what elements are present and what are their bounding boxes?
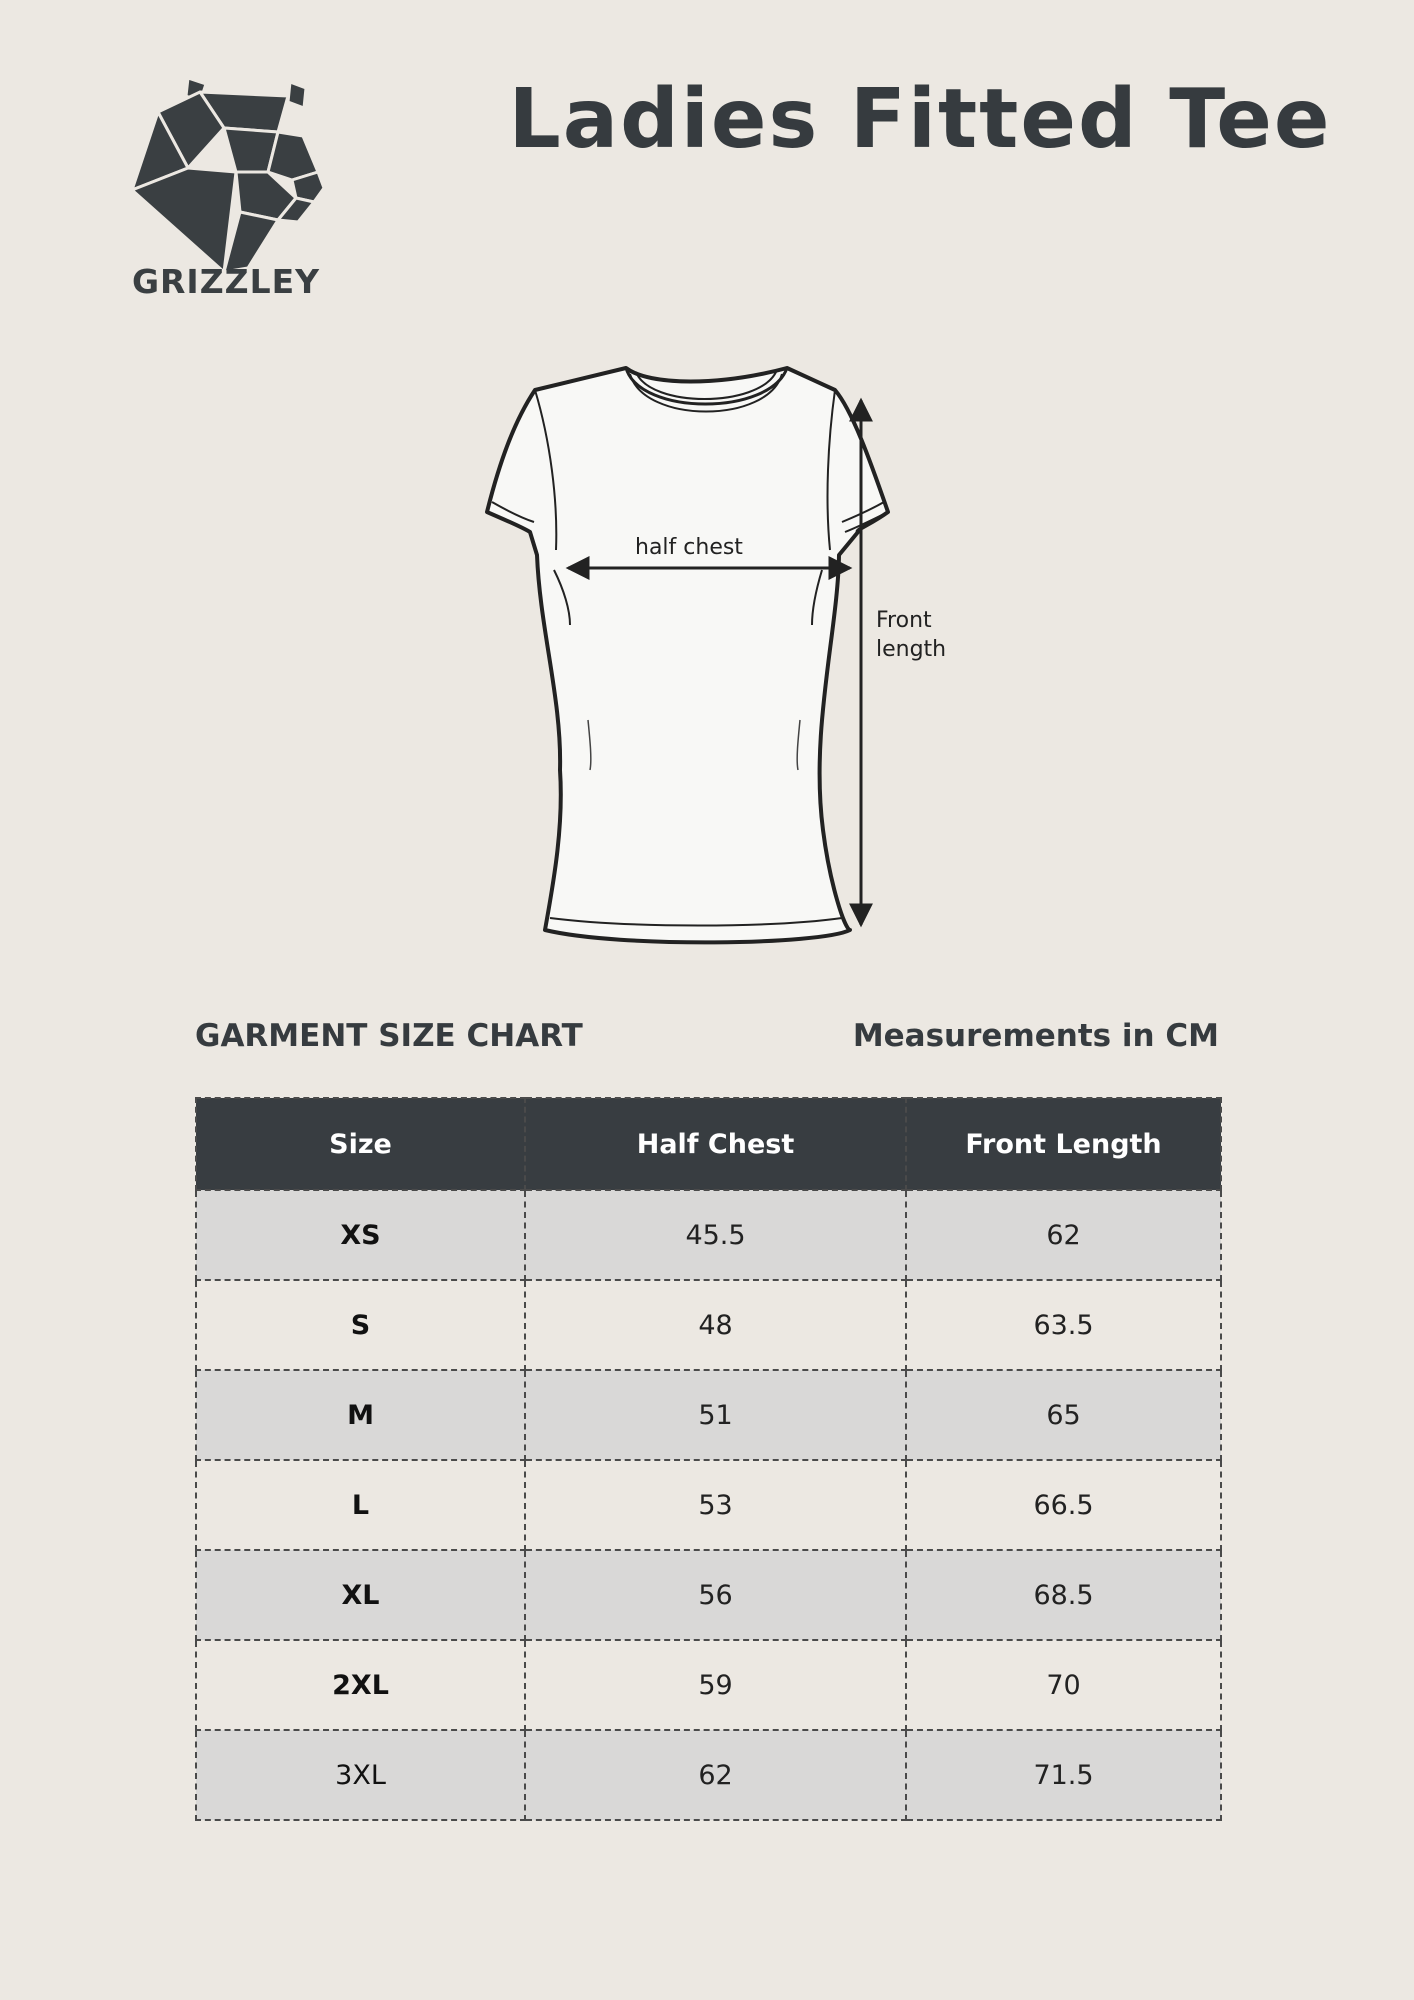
size-cell: XL [196,1550,525,1640]
front-length-cell: 68.5 [906,1550,1221,1640]
front-length-cell: 71.5 [906,1730,1221,1820]
table-row [196,1460,1221,1550]
half-chest-cell: 56 [525,1550,906,1640]
table-row [196,1280,1221,1370]
half-chest-cell: 48 [525,1280,906,1370]
half-chest-cell: 62 [525,1730,906,1820]
size-cell: M [196,1370,525,1460]
half-chest-label: half chest [635,535,743,560]
size-cell: 2XL [196,1640,525,1730]
half-chest-cell: 59 [525,1640,906,1730]
column-header-front-length: Front Length [906,1098,1221,1190]
size-cell: XS [196,1190,525,1280]
brand-name: GRIZZLEY [131,262,321,301]
front-length-label-line2: length [876,637,947,662]
size-cell: S [196,1280,525,1370]
geometric-bear-head-icon [128,72,328,272]
table-row [196,1730,1221,1820]
size-cell: L [196,1460,525,1550]
front-length-cell: 62 [906,1190,1221,1280]
front-length-cell: 65 [906,1370,1221,1460]
chart-heading: GARMENT SIZE CHART [195,1018,583,1054]
front-length-cell: 63.5 [906,1280,1221,1370]
table-row [196,1550,1221,1640]
measurement-units: Measurements in CM [852,1018,1219,1054]
column-header-half-chest: Half Chest [525,1098,906,1190]
front-length-label-line1: Front [876,608,932,633]
tshirt-diagram [440,350,980,960]
front-length-cell: 70 [906,1640,1221,1730]
half-chest-cell: 53 [525,1460,906,1550]
page-title: Ladies Fitted Tee [508,72,1332,167]
half-chest-cell: 45.5 [525,1190,906,1280]
table-row [196,1370,1221,1460]
table-row [196,1640,1221,1730]
size-chart-table [195,1097,1222,1821]
column-header-size: Size [196,1098,525,1190]
front-length-label [876,606,946,664]
table-header-row [196,1098,1221,1190]
size-cell: 3XL [196,1730,525,1820]
front-length-cell: 66.5 [906,1460,1221,1550]
table-row [196,1190,1221,1280]
half-chest-cell: 51 [525,1370,906,1460]
